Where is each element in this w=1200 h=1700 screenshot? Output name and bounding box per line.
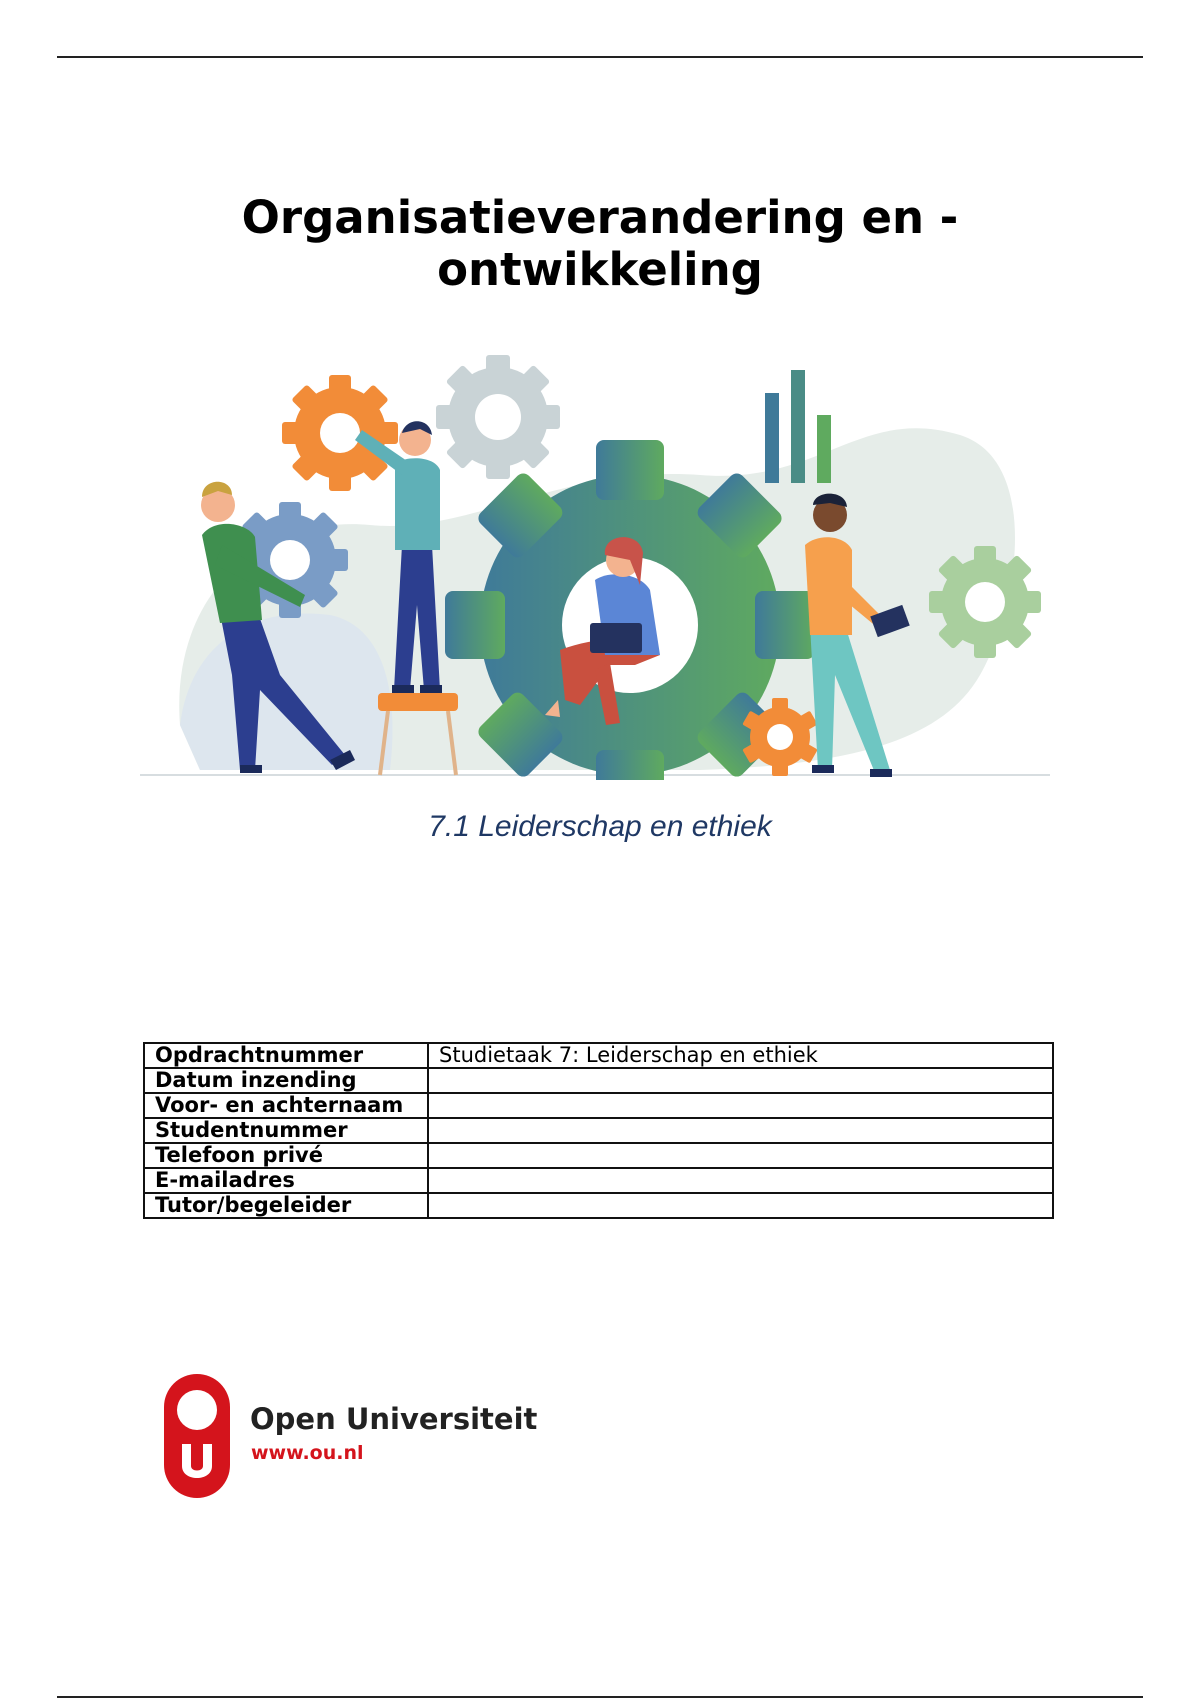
logo-url: www.ou.nl xyxy=(251,1442,364,1464)
row-value-studentnummer xyxy=(428,1118,1053,1143)
row-value-naam xyxy=(428,1093,1053,1118)
table-row xyxy=(144,1118,1053,1143)
row-value-opdrachtnummer: Studietaak 7: Leiderschap en ethiek xyxy=(428,1043,1053,1068)
row-label-emailadres: E-mailadres xyxy=(144,1168,428,1193)
orange-gear-icon xyxy=(282,375,398,491)
open-universiteit-logo xyxy=(160,1370,560,1502)
title-line-1: Organisatieverandering en - xyxy=(241,191,959,244)
header-rule xyxy=(57,56,1143,58)
row-label-datum-inzending: Datum inzending xyxy=(144,1068,428,1093)
title-line-2: ontwikkeling xyxy=(437,243,763,296)
row-label-naam: Voor- en achternaam xyxy=(144,1093,428,1118)
bar-chart-icon xyxy=(765,370,831,483)
table-row xyxy=(144,1143,1053,1168)
teamwork-gears-illustration xyxy=(140,345,1050,780)
student-info-table xyxy=(143,1042,1054,1219)
row-value-datum-inzending xyxy=(428,1068,1053,1093)
row-value-telefoon xyxy=(428,1143,1053,1168)
row-label-tutor: Tutor/begeleider xyxy=(144,1193,428,1218)
row-value-emailadres xyxy=(428,1168,1053,1193)
table-row xyxy=(144,1068,1053,1093)
green-gear-icon xyxy=(929,546,1041,658)
row-label-studentnummer: Studentnummer xyxy=(144,1118,428,1143)
grey-gear-icon xyxy=(436,355,560,479)
table-row xyxy=(144,1093,1053,1118)
table-row xyxy=(144,1168,1053,1193)
ou-logo-icon xyxy=(160,1370,234,1502)
row-label-telefoon: Telefoon privé xyxy=(144,1143,428,1168)
table-row xyxy=(144,1193,1053,1218)
footer-rule xyxy=(57,1696,1143,1698)
table-row xyxy=(144,1043,1053,1068)
document-subtitle: 7.1 Leiderschap en ethiek xyxy=(428,810,772,843)
page-title xyxy=(160,192,1040,296)
logo-name: Open Universiteit xyxy=(250,1402,538,1436)
row-value-tutor xyxy=(428,1193,1053,1218)
row-label-opdrachtnummer: Opdrachtnummer xyxy=(144,1043,428,1068)
